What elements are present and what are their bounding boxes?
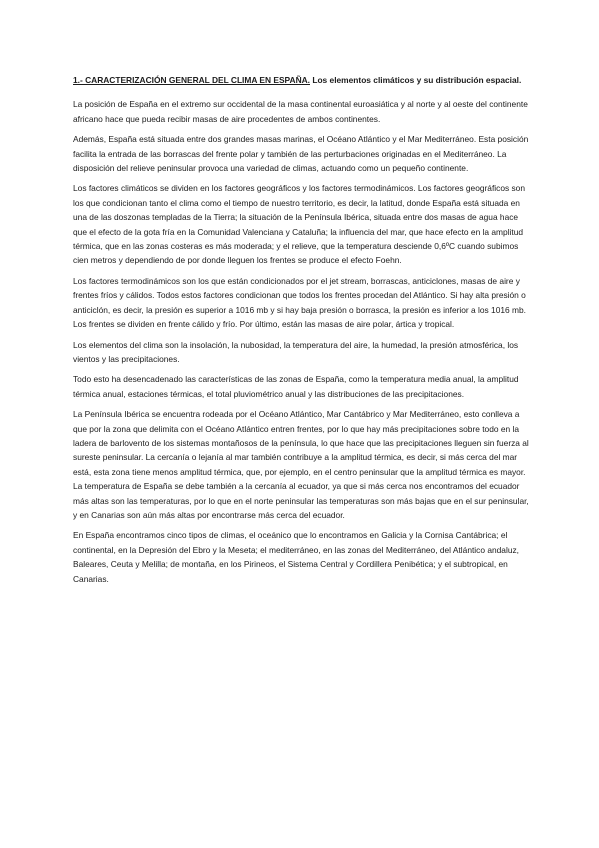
paragraph-climate-elements: Los elementos del clima son la insolación, la nubosidad, la temperatura del aire, la humedad, la presión atmosférica, los vientos y las precipitaciones. <box>73 339 519 364</box>
paragraph-marine-masses: Además, España está situada entre dos grandes masas marinas, el Océano Atlántico y el Mar Mediterráneo. Esta posición facilita la entrada de las borrascas del frente polar y también de las perturbaciones originadas en el Mediterráneo. La disposición del relieve peninsular provoca una variedad de climas, actuando como un pequeño continente. <box>73 134 529 174</box>
section-heading-subtitle: Los elementos climáticos y su distribución espacial. <box>310 75 522 85</box>
paragraph-geographic-factors: Los factores climáticos se dividen en los factores geográficos y los factores termodinámicos. Los factores geográficos son los que condicionan tanto el clima como el tiempo de nuestro territorio, es decir, la latitud, donde España está situada en una de las doszonas templadas de la Tierra; la situación de la Península Ibérica, situada entre dos masas de agua hace que el efecto de la gota fría en la Comunidad Valenciana y Cataluña; la influencia del mar, que hace efecto en la amplitud térmica, que en las zonas costeras es más moderada; y el relieve, que la temperatura desciende 0,6ºC cuando subimos cien metros y dependiendo de por donde lleguen los frentes se produce el efecto Foehn. <box>73 183 526 266</box>
paragraph-iberian-peninsula: La Península Ibérica se encuentra rodeada por el Océano Atlántico, Mar Cantábrico y Mar Mediterráneo, esto conlleva a que por la zona que delimita con el Océano Atlántico entren frentes, por lo que hay más precipitaciones sobre todo en la ladera de barlovento de los sistemas montañosos de la península, lo que hace que las precipitaciones lleguen sin fuerza al sureste peninsular. La cercanía o lejanía al mar también contribuye a la amplitud térmica, es decir, si más cerca del mar está, esta zona tiene menos amplitud térmica, que, por ejemplo, en el centro peninsular que la amplitud térmica es mayor. La temperatura de España se debe también a la cercanía al ecuador, ya que si más cerca nos encontramos del ecuador más altas son las temperaturas, por lo que en el norte peninsular las temperaturas son más bajas que en el sur peninsular, y en Canarias son aún más altas por encontrarse más cerca del ecuador. <box>73 409 529 520</box>
paragraph-climate-types: En España encontramos cinco tipos de climas, el oceánico que lo encontramos en Galicia y la Cornisa Cantábrica; el continental, en la Depresión del Ebro y la Meseta; el mediterráneo, en las zonas del Mediterráneo, del Atlántico andaluz, Baleares, Ceuta y Melilla; de montaña, en los Pirineos, el Sistema Central y Cordillera Penibética; y el subtropical, en Canarias. <box>73 530 520 584</box>
section-heading <box>73 73 531 87</box>
paragraph-thermodynamic-factors: Los factores termodinámicos son los que están condicionados por el jet stream, borrascas, anticiclones, masas de aire y frentes fríos y cálidos. Todos estos factores condicionan que todos los frentes procedan del Atlántico. Si hay alta presión o anticiclón, es decir, la presión es superior a 1016 mb y si hay baja presión o borrasca, la presión es inferior a los 1016 mb. Los frentes se dividen en frente cálido y frío. Por último, están las masas de aire polar, ártica y tropical. <box>73 275 526 330</box>
document-body <box>73 73 531 592</box>
section-heading-number-title: 1.- CARACTERIZACIÓN GENERAL DEL CLIMA EN ESPAÑA. <box>73 75 310 85</box>
paragraph-position: La posición de España en el extremo sur occidental de la masa continental euroasiática y al norte y al oeste del continente africano hace que pueda recibir masas de aire procedentes de ambos continentes. <box>73 99 528 124</box>
paragraph-zone-characteristics: Todo esto ha desencadenado las características de las zonas de España, como la temperatura media anual, la amplitud térmica anual, estaciones térmicas, el total pluviométrico anual y las distribuciones de las precipitaciones. <box>73 374 519 399</box>
